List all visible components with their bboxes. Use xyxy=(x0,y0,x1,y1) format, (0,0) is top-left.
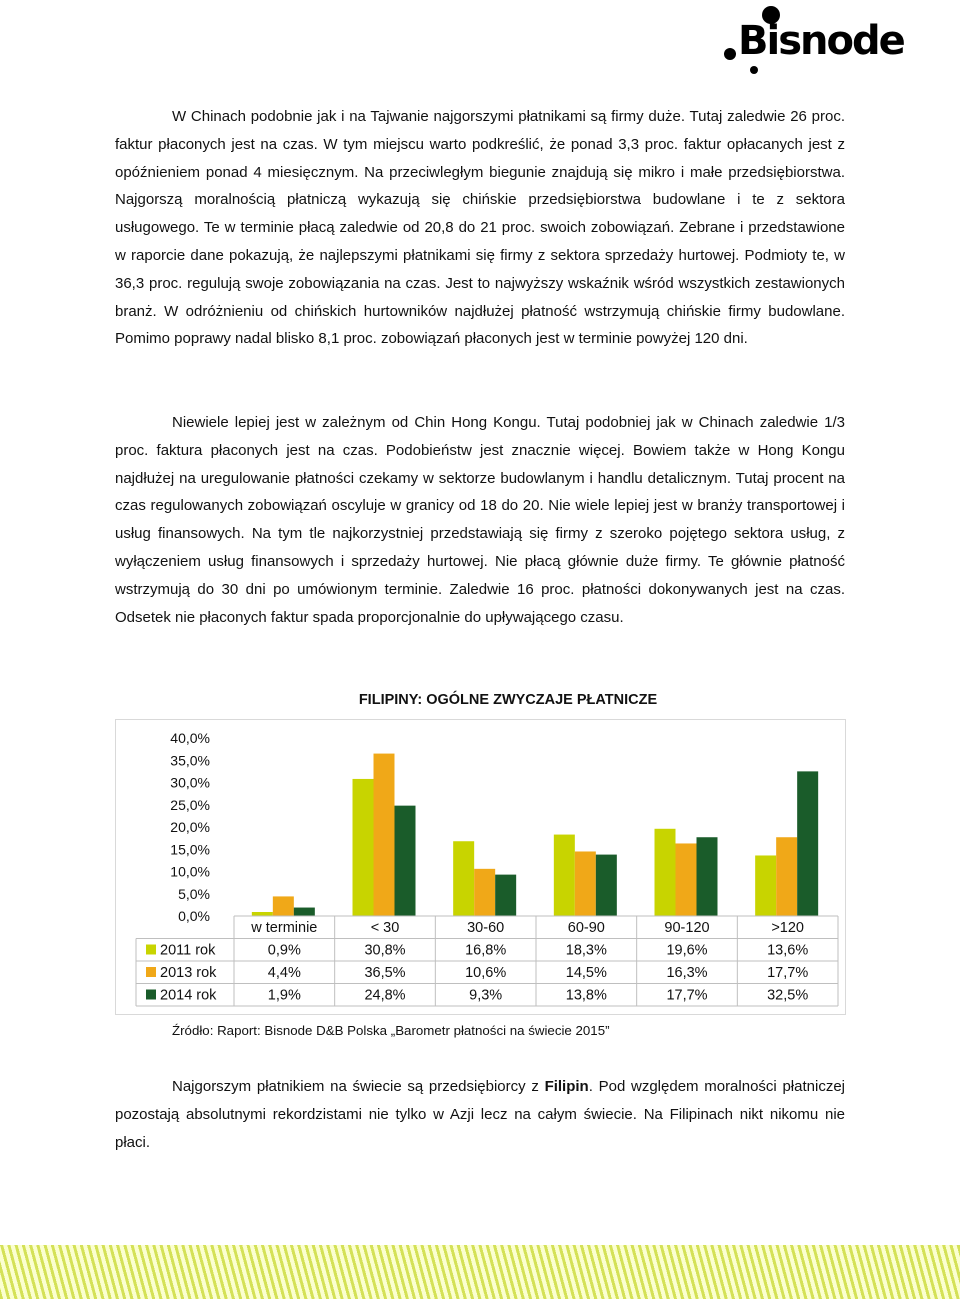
data-label: 16,8% xyxy=(465,942,507,959)
bar xyxy=(495,875,516,916)
logo-wordmark: Bisnode xyxy=(738,18,904,64)
x-category-label: >120 xyxy=(771,920,805,936)
paragraph-china-text: W Chinach podobnie jak i na Tajwanie najgorszymi płatnikami są firmy duże. Tutaj zaledwie 26 proc. faktur płaconych jest na czas. W tym miejscu warto podkreślić, że ponad 3,3 proc. faktur opłacanych jest z opóźnieniem ponad 4 miesięcznym. Na przeciwległym biegunie znajdują się mikro i małe przedsiębiorstwa. Najgorszą moralnością płatniczą wykazują się chińskie przedsiębiorstwa budowlane i te z sektora usługowego. Te w terminie płacą zaledwie od 20,8 do 21 proc. swoich zobowiązań. Zebrane i przedstawione w raporcie dane pokazują, że najlepszymi płatnikami się firmy z sektora sprzedaży hurtowej. Podmioty te, w 36,3 proc. regulują swoje zobowiązania na czas. Jest to najwyższy wskaźnik wśród wszystkich zestawionych branż. W odróżnieniu od chińskich hurtowników najdłużej płatność wstrzymują chińskie firmy budowlane. Pomimo poprawy nadal blisko 8,1 proc. zobowiązań płaconych jest w terminie powyżej 120 dni. xyxy=(115,108,845,348)
paragraph-philippines xyxy=(115,1073,845,1156)
bar xyxy=(353,779,374,916)
legend-label: 2013 rok xyxy=(160,965,217,981)
bar xyxy=(755,855,776,916)
data-label: 16,3% xyxy=(666,965,708,981)
legend-label: 2011 rok xyxy=(160,942,216,959)
logo-dot-small xyxy=(750,66,758,74)
data-label: 4,4% xyxy=(267,965,301,981)
paragraph-philippines-bold: Filipin xyxy=(544,1078,589,1095)
bar xyxy=(252,912,273,916)
y-tick-label: 5,0% xyxy=(178,885,210,902)
data-label: 19,6% xyxy=(666,942,708,959)
x-category-label: < 30 xyxy=(370,920,400,936)
bar xyxy=(776,837,797,916)
bisnode-logo xyxy=(724,4,904,76)
y-tick-label: 35,0% xyxy=(170,752,210,769)
bar xyxy=(474,869,495,916)
data-label: 30,8% xyxy=(364,942,406,959)
data-label: 1,9% xyxy=(267,987,301,1004)
x-category-label: w terminie xyxy=(251,920,318,936)
data-label: 13,6% xyxy=(767,942,809,959)
legend-swatch xyxy=(146,945,156,955)
bar-chart xyxy=(116,720,845,1014)
y-tick-label: 10,0% xyxy=(170,863,210,880)
data-label: 24,8% xyxy=(364,987,406,1004)
bar xyxy=(294,908,315,916)
x-category-label: 30-60 xyxy=(467,920,505,936)
data-label: 14,5% xyxy=(565,965,607,981)
legend-swatch xyxy=(146,990,156,1000)
y-tick-label: 40,0% xyxy=(170,730,210,746)
data-label: 17,7% xyxy=(767,965,809,981)
chart-title: FILIPINY: OGÓLNE ZWYCZAJE PŁATNICZE xyxy=(358,692,658,708)
data-label: 32,5% xyxy=(767,987,809,1004)
y-tick-label: 15,0% xyxy=(170,841,210,858)
bar xyxy=(697,837,718,916)
bar xyxy=(575,851,596,916)
data-label: 9,3% xyxy=(469,987,503,1004)
data-label: 17,7% xyxy=(666,987,708,1004)
legend-label: 2014 rok xyxy=(160,987,217,1004)
paragraph-hong-kong-text: Niewiele lepiej jest w zależnym od Chin Hong Kongu. Tutaj podobniej jak w Chinach zaledwie 1/3 proc. faktura płaconych jest na czas. Podobieństw jest znacznie więcej. Bowiem także w Hong Kongu najdłużej na uregulowanie płatności czekamy w sektorze budowlanym i handlu detalicznym. Tutaj procent na czas regulowanych zobowiązań oscyluje w granicy od 18 do 20. Nie wiele lepiej jest w branży transportowej i usług finansowych. Na tym tle najkorzystniej przedstawiają się firmy z szeroko pojętego sektora usług, z wyłączeniem usług finansowych i sprzedaży hurtowej. Nie płacą głównie duże firmy. Te głównie płatność wstrzymują do 30 dni po umówionym terminie. Zaledwie 16 proc. płatności dokonywanych jest na czas. Odsetek nie płaconych faktur spada proporcjonalnie do upływającego czasu. xyxy=(115,414,845,626)
data-label: 0,9% xyxy=(267,942,301,959)
bar xyxy=(676,843,697,916)
data-label: 36,5% xyxy=(364,965,406,981)
bar xyxy=(395,806,416,916)
y-tick-label: 30,0% xyxy=(170,774,210,791)
logo-dot-medium xyxy=(724,48,736,60)
data-label: 13,8% xyxy=(565,987,607,1004)
source-note: Źródło: Raport: Bisnode D&B Polska „Barometr płatności na świecie 2015” xyxy=(172,1023,610,1038)
footer-pattern xyxy=(0,1245,960,1299)
bar xyxy=(554,835,575,916)
paragraph-hong-kong xyxy=(115,409,845,631)
y-tick-label: 0,0% xyxy=(178,908,210,924)
x-category-label: 60-90 xyxy=(567,920,605,936)
chart-frame xyxy=(115,719,846,1015)
data-label: 10,6% xyxy=(465,965,507,981)
y-tick-label: 20,0% xyxy=(170,819,210,835)
bar xyxy=(797,771,818,916)
y-tick-label: 25,0% xyxy=(170,796,210,813)
data-label: 18,3% xyxy=(565,942,607,959)
bar xyxy=(273,896,294,916)
bar xyxy=(655,829,676,916)
paragraph-philippines-text-end: . Pod względem moralności płatniczej pozostają absolutnymi rekordzistami nie tylko w Azji lecz na całym świecie. Na Filipinach nikt nikomu nie płaci. xyxy=(115,1078,845,1151)
bar xyxy=(596,855,617,916)
x-category-label: 90-120 xyxy=(664,920,710,936)
paragraph-philippines-text-start: Najgorszym płatnikiem na świecie są przedsiębiorcy z xyxy=(172,1078,545,1095)
bar xyxy=(453,841,474,916)
bar xyxy=(374,754,395,916)
legend-swatch xyxy=(146,967,156,977)
paragraph-china xyxy=(115,103,845,353)
